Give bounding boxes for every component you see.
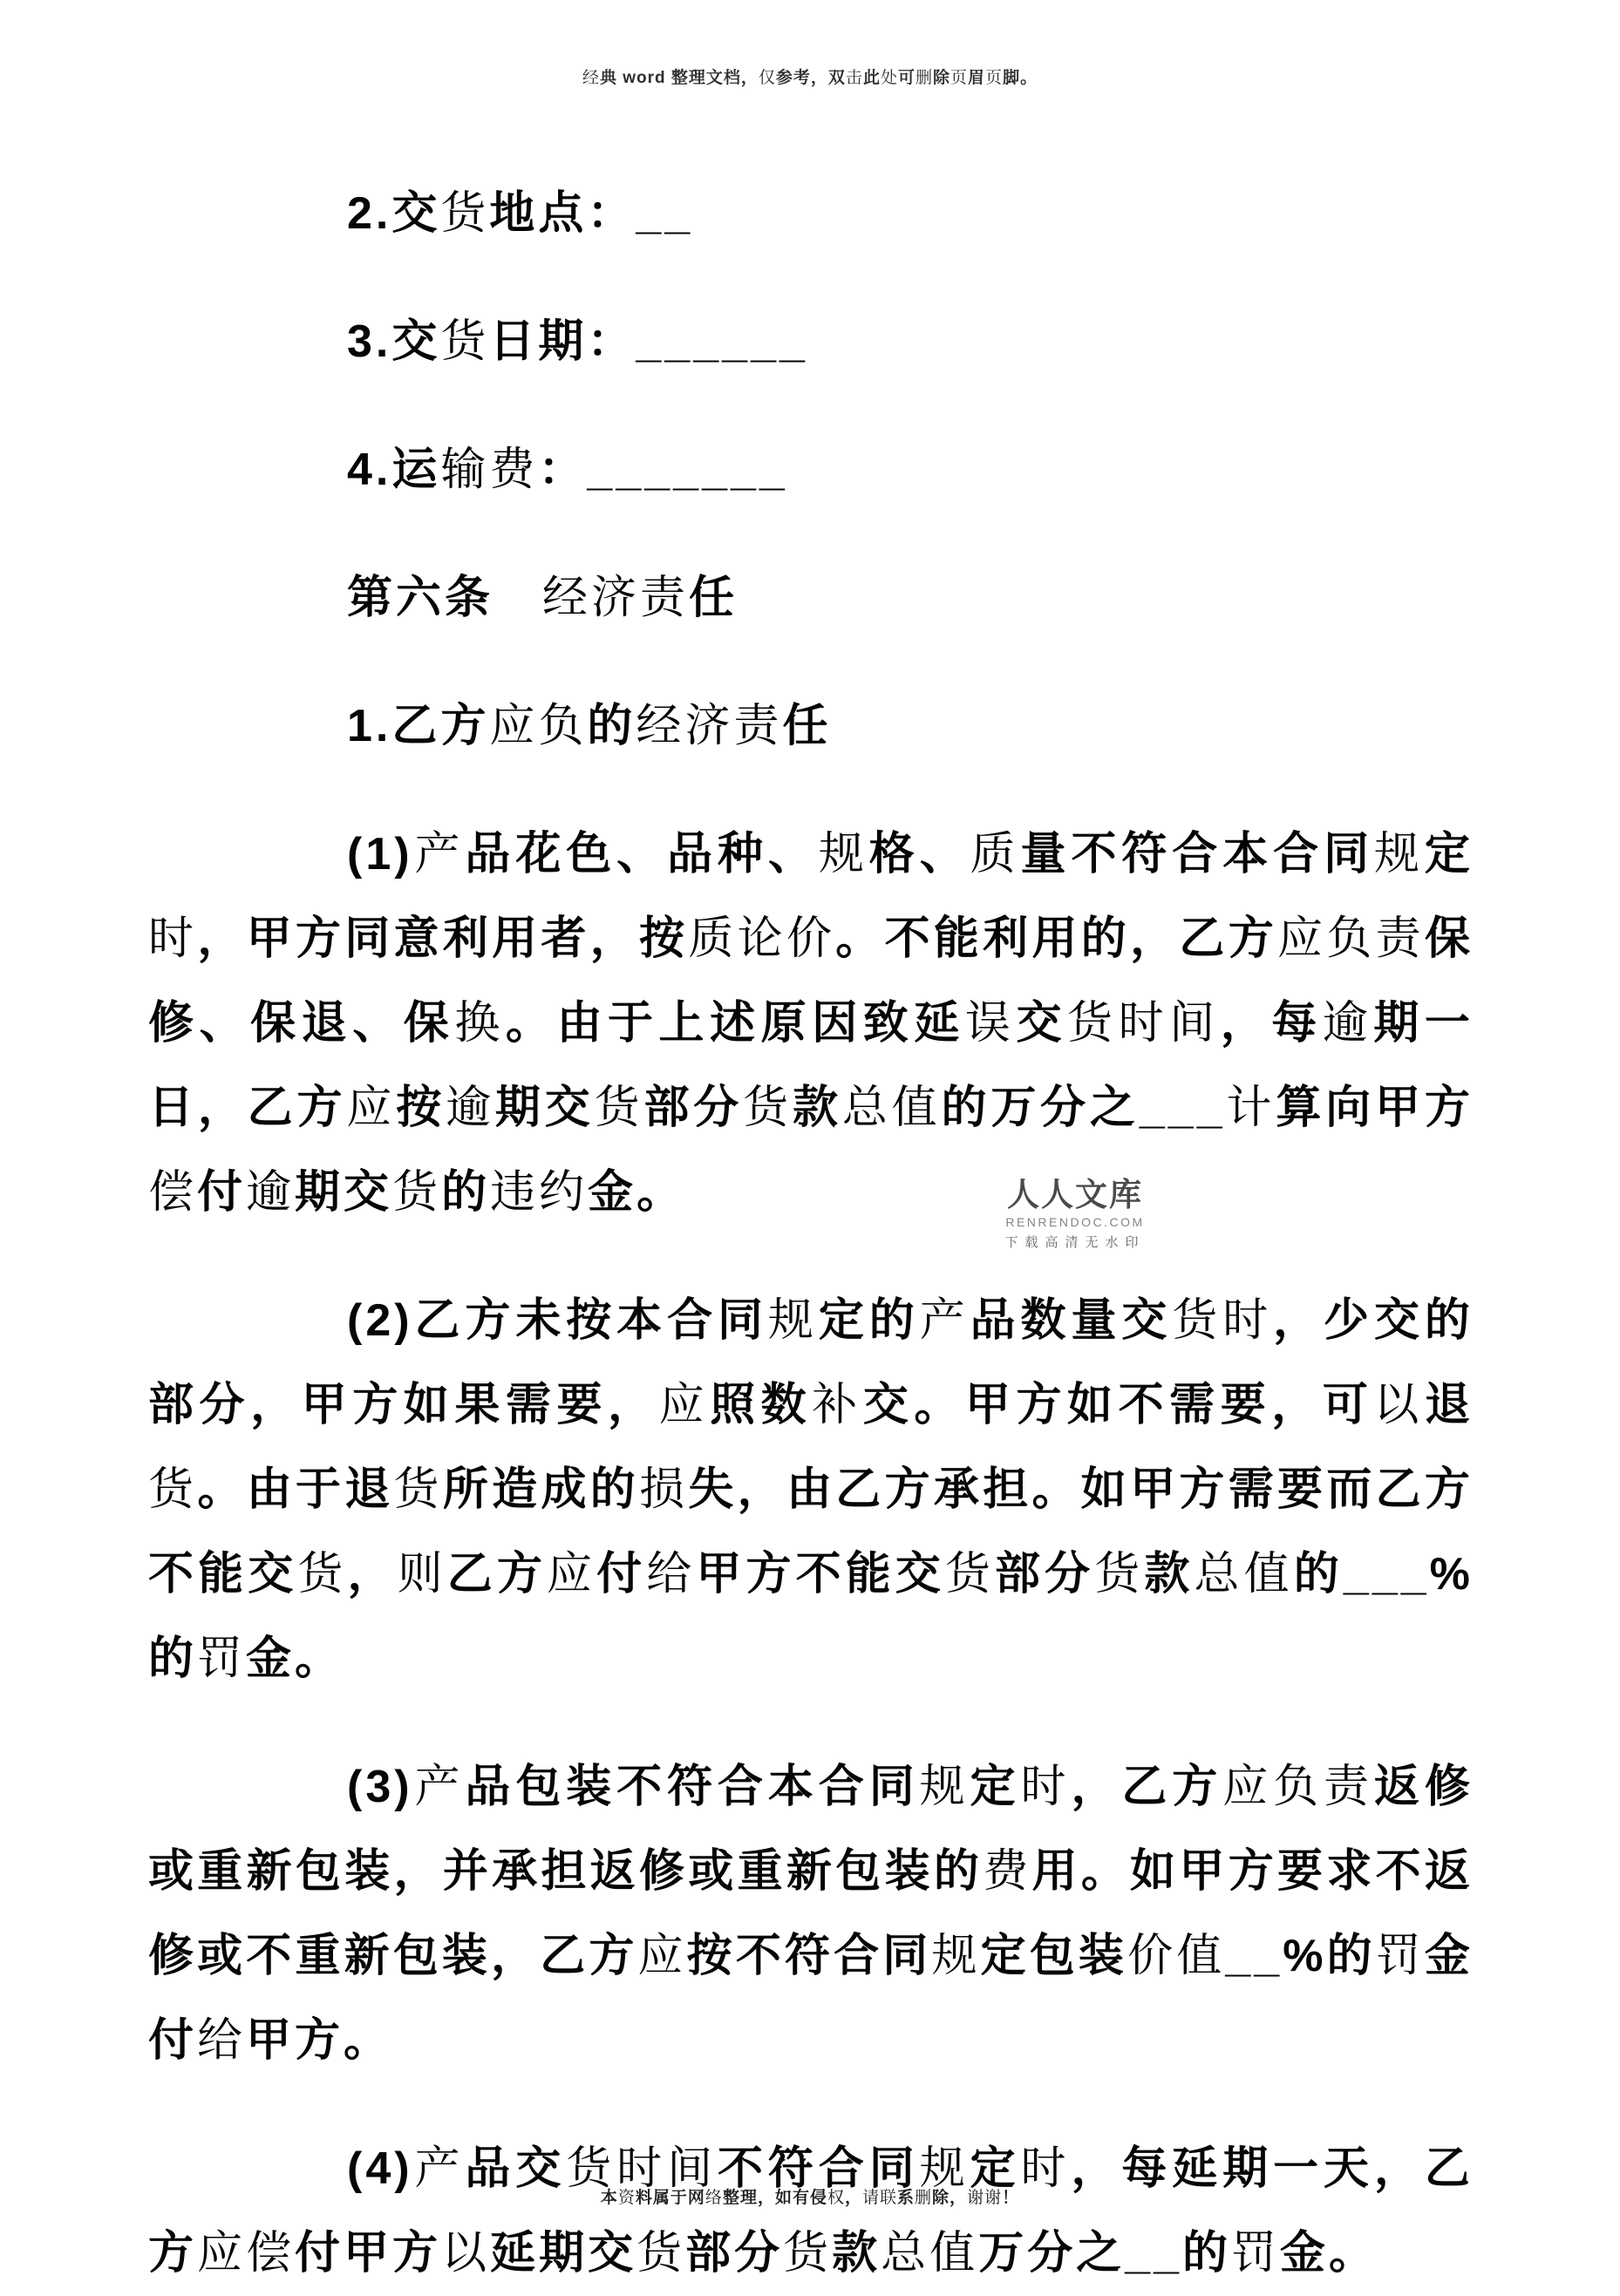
watermark-title: 人人文库 bbox=[1007, 1178, 1143, 1213]
contract-body bbox=[148, 172, 1474, 2296]
clause-1-item-2: (2)乙方未按本合同规定的产品数量交货时，少交的部分，甲方如果需要，应照数补交。甲方如不需要，可以退货。由于退货所造成的损失，由乙方承担。如甲方需要而乙方不能交货，则乙方应付给甲方不能交货部分货款总值的___%的罚金。 bbox=[148, 1295, 1474, 1684]
paragraph-delivery-place: 2.交货地点：__ bbox=[347, 188, 694, 239]
clause-1-heading: 1.乙方应负的经济责任 bbox=[347, 701, 832, 751]
clause-1-item-4: (4)产品交货时间不符合同规定时，每延期一天，乙方应偿付甲方以延期交货部分货款总值万分之__的罚金。 bbox=[148, 2143, 1474, 2279]
watermark-domain: RENRENDOC.COM bbox=[1005, 1215, 1145, 1229]
article-6-heading: 第六条 经济责任 bbox=[347, 573, 739, 623]
clause-1-item-3: (3)产品包装不符合本合同规定时，乙方应负责返修或重新包装，并承担返修或重新包装的费用。如甲方要求不返修或不重新包装，乙方应按不符合同规定包装价值__%的罚金付给甲方。 bbox=[148, 1762, 1474, 2066]
watermark-tagline: 下载高清无水印 bbox=[1004, 1235, 1146, 1250]
header-note: 经典 word 整理文档，仅参考，双击此处可删除页眉页脚。 bbox=[582, 69, 1038, 87]
paragraph-freight: 4.运输费：_______ bbox=[347, 445, 788, 495]
paragraph-delivery-date: 3.交货日期：______ bbox=[347, 316, 808, 367]
renrendoc-watermark bbox=[966, 1179, 1184, 1251]
clause-1-item-1: (1)产品花色、品种、规格、质量不符合本合同规定时，甲方同意利用者，按质论价。不能利用的，乙方应负责保修、保退、保换。由于上述原因致延误交货时间，每逾期一日，乙方应按逾期交货部分货款总值的万分之___计算向甲方偿付逾期交货的违约金。 bbox=[148, 829, 1474, 1218]
footer-note: 本资料属于网络整理，如有侵权，请联系删除，谢谢！ bbox=[600, 2189, 1020, 2207]
